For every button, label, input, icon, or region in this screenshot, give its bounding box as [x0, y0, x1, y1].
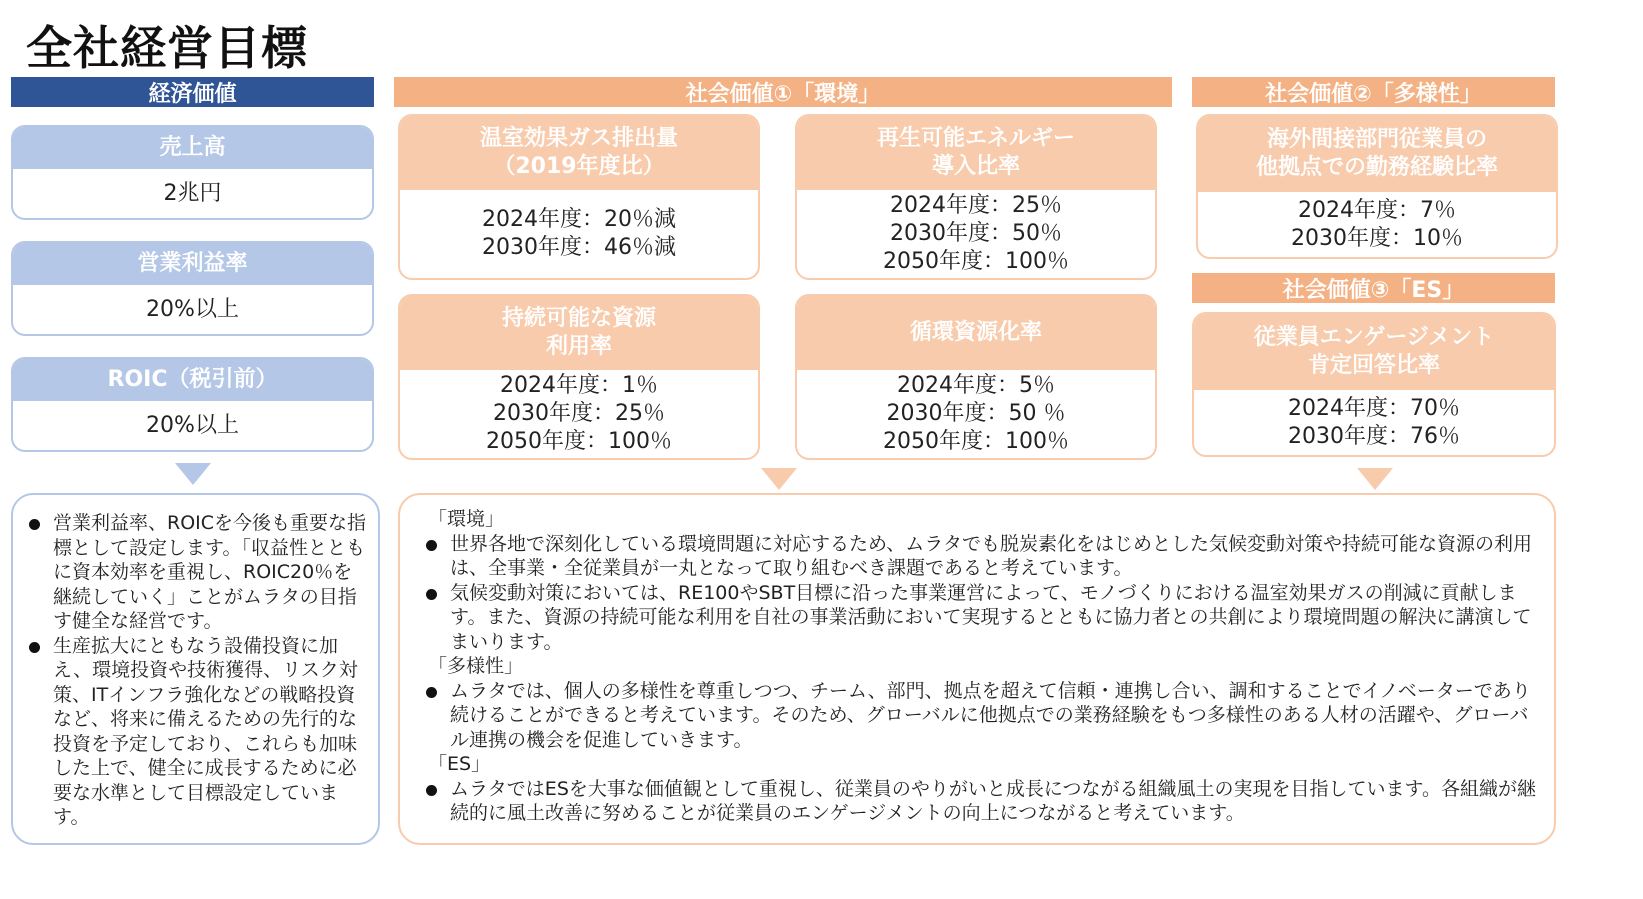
- section-heading: 「多様性」: [428, 655, 524, 677]
- overseas-experience-card: [1196, 114, 1558, 259]
- note-bullet: 生産拡大にともなう設備投資に加え、環境投資や技術獲得、リスク対策、ITインフラ強化などの戦略投資など、将来に備えるための先行的な投資を予定しており、これらも加味した上で、健全に成長するために必要な水準として目標設定しています。: [27, 634, 368, 830]
- value-line: 2024年度：7％: [1298, 197, 1456, 223]
- card-head-line: 海外間接部門従業員の: [1266, 127, 1487, 152]
- card-head-line: 他拠点での勤務経験比率: [1255, 155, 1498, 180]
- card-head-line: （2019年度比）: [493, 154, 665, 179]
- card-head: 営業利益率: [13, 243, 372, 285]
- engagement-card: [1192, 312, 1556, 457]
- sustainable-resource-card: [398, 294, 760, 460]
- card-head: [797, 296, 1155, 370]
- revenue-card: [11, 125, 374, 220]
- card-value: [797, 190, 1155, 278]
- value-line: 20%以上: [146, 296, 239, 322]
- card-value: [797, 370, 1155, 458]
- social-notes: [398, 493, 1556, 845]
- note-bullet: 営業利益率、ROICを今後も重要な指標として設定します。「収益性とともに資本効率を重視し、ROIC20％を継続していく」ことがムラタの目指す健全な経営です。: [27, 511, 368, 634]
- value-line: 2024年度：20％減: [482, 207, 676, 232]
- card-head-line: 温室効果ガス排出量: [479, 126, 678, 151]
- card-head-line: 持続可能な資源: [501, 306, 656, 331]
- renewable-energy-card: [795, 114, 1157, 280]
- value-line: 2024年度：1％: [500, 373, 658, 398]
- card-value: [13, 401, 372, 450]
- value-line: 2030年度：50％: [890, 221, 1062, 246]
- note-bullet: ムラタではESを大事な価値観として重視し、従業員のやりがいと成長につながる組織風土の実現を目指しています。各組織が継続的に風土改善に努めることが従業員のエンゲージメントの向上につながると考えています。: [424, 777, 1536, 826]
- card-head: [400, 296, 758, 370]
- diversity-band: 社会価値②「多様性」: [1192, 77, 1555, 107]
- note-bullet: 気候変動対策においては、RE100やSBT目標に沿った事業運営によって、モノづくりにおける温室効果ガスの削減に貢献します。また、資源の持続可能な利用を自社の事業活動において実現するとともに協力者との共創により環境問題の解決に講演してまいります。: [424, 581, 1536, 655]
- value-line: 2030年度：46％減: [482, 235, 676, 260]
- value-line: 2050年度：100％: [883, 429, 1069, 454]
- ghg-emissions-card: [398, 114, 760, 280]
- card-head: [1198, 116, 1556, 192]
- card-head-line: 循環資源化率: [909, 320, 1042, 345]
- economic-value-band: 経済価値: [11, 77, 374, 107]
- card-head-line: 従業員エンゲージメント: [1253, 325, 1495, 350]
- card-value: [400, 190, 758, 278]
- recycling-rate-card: [795, 294, 1157, 460]
- card-value: [1198, 192, 1556, 257]
- card-head: [400, 116, 758, 190]
- card-head: [1194, 314, 1554, 390]
- value-line: 2030年度：25％: [493, 401, 665, 426]
- down-arrow-icon: [1357, 468, 1393, 490]
- value-line: 2024年度：5％: [897, 373, 1055, 398]
- section-heading: 「ES」: [428, 753, 491, 775]
- roic-card: [11, 357, 374, 452]
- note-bullet: 世界各地で深刻化している環境問題に対応するため、ムラタでも脱炭素化をはじめとした気候変動対策や持続可能な資源の利用は、全事業・全従業員が一丸となって取り組むべき課題であると考えています。: [424, 532, 1536, 581]
- economic-notes: [11, 493, 380, 845]
- card-head: ROIC（税引前）: [13, 359, 372, 401]
- value-line: 20%以上: [146, 412, 239, 438]
- value-line: 2030年度：50 ％: [886, 401, 1066, 426]
- card-head: 売上高: [13, 127, 372, 169]
- card-head-line: 利用率: [545, 334, 612, 359]
- card-value: [13, 285, 372, 334]
- operating-margin-card: [11, 241, 374, 336]
- value-line: 2030年度：76％: [1288, 423, 1460, 449]
- down-arrow-icon: [761, 468, 797, 490]
- value-line: 2030年度：10％: [1291, 225, 1463, 251]
- card-head-line: 導入比率: [931, 154, 1020, 179]
- note-bullet: ムラタでは、個人の多様性を尊重しつつ、チーム、部門、拠点を超えて信頼・連携し合い、調和することでイノベーターであり続けることができると考えています。そのため、グローバルに他拠点での業務経験をもつ多様性のある人材の活躍や、グローバル連携の機会を促進していきます。: [424, 679, 1536, 753]
- card-value: [13, 169, 372, 218]
- value-line: 2024年度：25％: [890, 193, 1062, 218]
- card-value: [400, 370, 758, 458]
- page-title: 全社経営目標: [26, 21, 308, 75]
- section-heading: 「環境」: [428, 508, 505, 530]
- card-head-line: 肯定回答比率: [1307, 353, 1440, 378]
- card-head: [797, 116, 1155, 190]
- environment-band: 社会価値①「環境」: [394, 77, 1172, 107]
- card-value: [1194, 390, 1554, 455]
- es-band: 社会価値③「ES」: [1192, 273, 1555, 303]
- down-arrow-icon: [175, 463, 211, 485]
- value-line: 2兆円: [163, 180, 222, 206]
- value-line: 2024年度：70％: [1288, 395, 1460, 421]
- value-line: 2050年度：100％: [883, 249, 1069, 274]
- value-line: 2050年度：100％: [486, 429, 672, 454]
- card-head-line: 再生可能エネルギー: [876, 126, 1075, 151]
